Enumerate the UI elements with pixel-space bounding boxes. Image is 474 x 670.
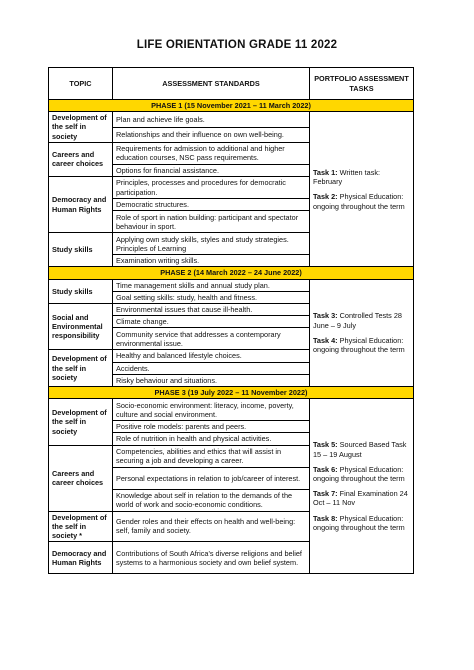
standard-cell: Accidents. bbox=[113, 362, 310, 374]
standard-cell: Competencies, abilities and ethics that will assist in securing a job and developing a career. bbox=[113, 445, 310, 467]
topic-cell: Social and Environmental responsibility bbox=[49, 304, 113, 350]
table-row bbox=[49, 279, 414, 291]
task-text: Final Examination 24 Oct – 11 Nov bbox=[313, 489, 408, 508]
header-topic: TOPIC bbox=[49, 68, 113, 100]
standard-cell: Positive role models: parents and peers. bbox=[113, 421, 310, 433]
standard-cell: Environmental issues that cause ill-health. bbox=[113, 304, 310, 316]
task-label: Task 7: bbox=[313, 489, 338, 499]
task-text: Physical Education: ongoing throughout the term bbox=[313, 335, 405, 355]
topic-cell: Democracy and Human Rights bbox=[49, 177, 113, 233]
header-standards: ASSESSMENT STANDARDS bbox=[113, 68, 310, 100]
standard-cell: Risky behaviour and situations. bbox=[113, 374, 310, 386]
task-text: Physical Education: ongoing throughout the term bbox=[313, 464, 405, 484]
tasks-cell bbox=[310, 112, 414, 267]
document-title: LIFE ORIENTATION GRADE 11 2022 bbox=[136, 39, 338, 51]
task-label: Task 3: bbox=[313, 311, 338, 321]
standard-cell: Relationships and their influence on own well-being. bbox=[113, 127, 310, 142]
standard-cell: Role of sport in nation building: participant and spectator behaviour in sport. bbox=[113, 211, 310, 233]
task-label: Task 8: bbox=[313, 513, 338, 523]
standard-cell: Democratic structures. bbox=[113, 199, 310, 211]
table-row bbox=[49, 399, 414, 421]
task-item bbox=[313, 465, 410, 483]
task-text: Controlled Tests 28 June – 9 July bbox=[313, 311, 402, 330]
task-item bbox=[313, 311, 410, 329]
standard-cell: Socio-economic environment: literacy, income, poverty, culture and social environment. bbox=[113, 399, 310, 421]
table-row bbox=[49, 112, 414, 127]
task-label: Task 4: bbox=[313, 335, 338, 345]
task-text: Physical Education: ongoing throughout the term bbox=[313, 513, 405, 532]
table-header-row bbox=[49, 68, 414, 100]
standard-cell: Role of nutrition in health and physical activities. bbox=[113, 433, 310, 445]
phase-row bbox=[49, 267, 414, 279]
standard-cell: Principles, processes and procedures for democratic participation. bbox=[113, 177, 310, 199]
standard-cell: Plan and achieve life goals. bbox=[113, 112, 310, 127]
assessment-table bbox=[48, 67, 414, 574]
topic-cell: Careers and career choices bbox=[49, 445, 113, 511]
standard-cell: Goal setting skills: study, health and fitness. bbox=[113, 291, 310, 303]
topic-cell: Development of the self in society bbox=[49, 350, 113, 387]
task-item bbox=[313, 514, 410, 532]
standard-cell: Gender roles and their effects on health and well-being: self, family and society. bbox=[113, 511, 310, 542]
task-item bbox=[313, 168, 410, 186]
task-text: Physical Education: ongoing throughout the term bbox=[313, 192, 405, 211]
task-item bbox=[313, 336, 410, 354]
phase-row bbox=[49, 100, 414, 112]
standard-cell: Time management skills and annual study plan. bbox=[113, 279, 310, 291]
task-label: Task 5: bbox=[313, 440, 338, 450]
standard-cell: Knowledge about self in relation to the demands of the world of work and socio-economic conditions. bbox=[113, 489, 310, 511]
phase-label: PHASE 1 (15 November 2021 – 11 March 2022) bbox=[49, 100, 414, 112]
task-item bbox=[313, 489, 410, 507]
phase-row bbox=[49, 387, 414, 399]
header-tasks: PORTFOLIO ASSESSMENT TASKS bbox=[310, 68, 414, 100]
topic-cell: Development of the self in society bbox=[49, 399, 113, 445]
topic-cell: Development of the self in society bbox=[49, 112, 113, 143]
topic-cell: Study skills bbox=[49, 279, 113, 303]
standard-cell: Community service that addresses a contemporary environmental issue. bbox=[113, 328, 310, 350]
standard-cell: Climate change. bbox=[113, 316, 310, 328]
topic-cell: Development of the self in society * bbox=[49, 511, 113, 542]
topic-cell: Careers and career choices bbox=[49, 142, 113, 176]
task-text: Sourced Based Task 15 – 19 August bbox=[313, 440, 407, 459]
phase-label: PHASE 2 (14 March 2022 – 24 June 2022) bbox=[49, 267, 414, 279]
task-item bbox=[313, 440, 410, 458]
task-label: Task 1: bbox=[313, 167, 338, 177]
standard-cell: Examination writing skills. bbox=[113, 255, 310, 267]
standard-cell: Options for financial assistance. bbox=[113, 164, 310, 176]
table-body bbox=[49, 100, 414, 574]
phase-label: PHASE 3 (19 July 2022 – 11 November 2022) bbox=[49, 387, 414, 399]
standard-cell: Applying own study skills, styles and study strategies. Principles of Learning bbox=[113, 233, 310, 255]
standard-cell: Healthy and balanced lifestyle choices. bbox=[113, 350, 310, 362]
standard-cell: Personal expectations in relation to job/career of interest. bbox=[113, 467, 310, 489]
topic-cell: Study skills bbox=[49, 233, 113, 267]
task-text: Written task: February bbox=[313, 167, 381, 187]
tasks-cell bbox=[310, 399, 414, 574]
standard-cell: Requirements for admission to additional and higher education courses, NSC pass requirements. bbox=[113, 142, 310, 164]
task-item bbox=[313, 192, 410, 210]
task-label: Task 2: bbox=[313, 192, 338, 202]
standard-cell: Contributions of South Africa's diverse religions and belief systems to a harmonious society and own belief system. bbox=[113, 542, 310, 574]
tasks-cell bbox=[310, 279, 414, 386]
task-label: Task 6: bbox=[313, 464, 338, 474]
topic-cell: Democracy and Human Rights bbox=[49, 542, 113, 574]
